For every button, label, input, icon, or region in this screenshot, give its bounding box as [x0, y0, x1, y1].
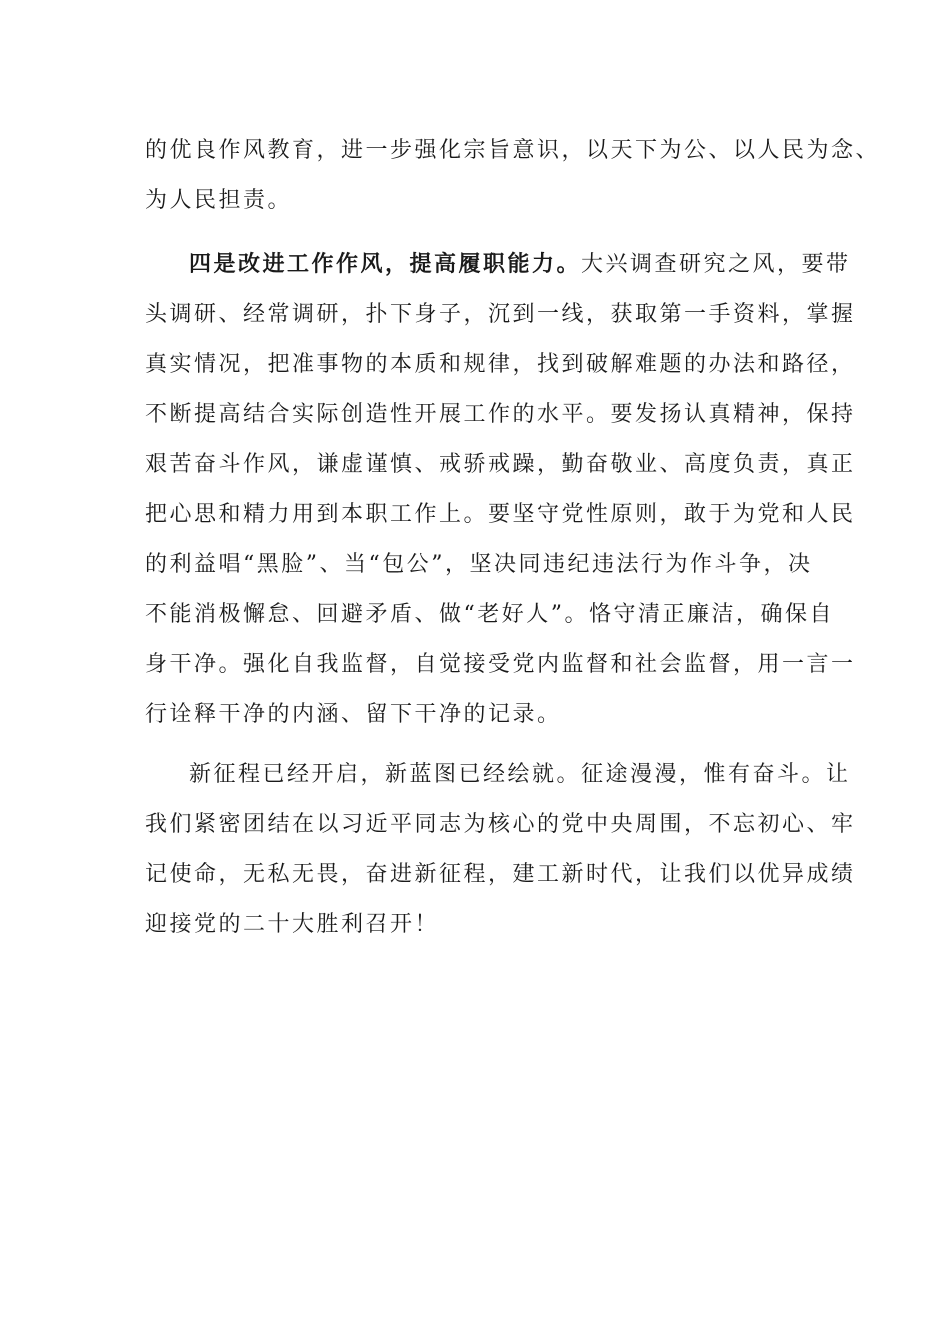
text-line: 我们紧密团结在以习近平同志为核心的党中央周围，不忘初心、牢 — [145, 812, 856, 837]
text-line: 头调研、经常调研，扑下身子，沉到一线，获取第一手资料，掌握 — [145, 302, 856, 327]
text-line: 为人民担责。 — [145, 188, 293, 213]
paragraph-continued — [145, 126, 881, 226]
text-line: 新征程已经开启，新蓝图已经绘就。征途漫漫，惟有奋斗。让 — [189, 762, 851, 787]
text-line: 身干净。强化自我监督，自觉接受党内监督和社会监督，用一言一 — [145, 652, 856, 677]
paragraph-heading: 四是改进工作作风，提高履职能力。 — [189, 252, 582, 277]
paragraph-four-first-line-rest: 大兴调查研究之风，要带 — [581, 252, 851, 277]
text-line: 不能消极懈怠、回避矛盾、做“老好人”。恪守清正廉洁，确保自 — [145, 602, 834, 627]
text-line: 记使命，无私无畏，奋进新征程，建工新时代，让我们以优异成绩 — [145, 862, 856, 887]
text-line: 的优良作风教育，进一步强化宗旨意识，以天下为公、以人民为念、 — [145, 138, 881, 163]
text-line: 真实情况，把准事物的本质和规律，找到破解难题的办法和路径， — [145, 352, 856, 377]
paragraph-four-first-line — [145, 240, 851, 290]
text-line: 不断提高结合实际创造性开展工作的水平。要发扬认真精神，保持 — [145, 402, 856, 427]
text-line: 迎接党的二十大胜利召开！ — [145, 912, 440, 937]
paragraph-four — [145, 240, 856, 740]
text-line: 的利益唱“黑脸”、当“包公”，坚决同违纪违法行为作斗争，决 — [145, 552, 813, 577]
text-line: 把心思和精力用到本职工作上。要坚守党性原则，敢于为党和人民 — [145, 502, 856, 527]
text-line: 艰苦奋斗作风，谦虚谨慎、戒骄戒躁，勤奋敬业、高度负责，真正 — [145, 452, 856, 477]
paragraph-closing — [145, 750, 856, 950]
text-line: 行诠释干净的内涵、留下干净的记录。 — [145, 702, 562, 727]
